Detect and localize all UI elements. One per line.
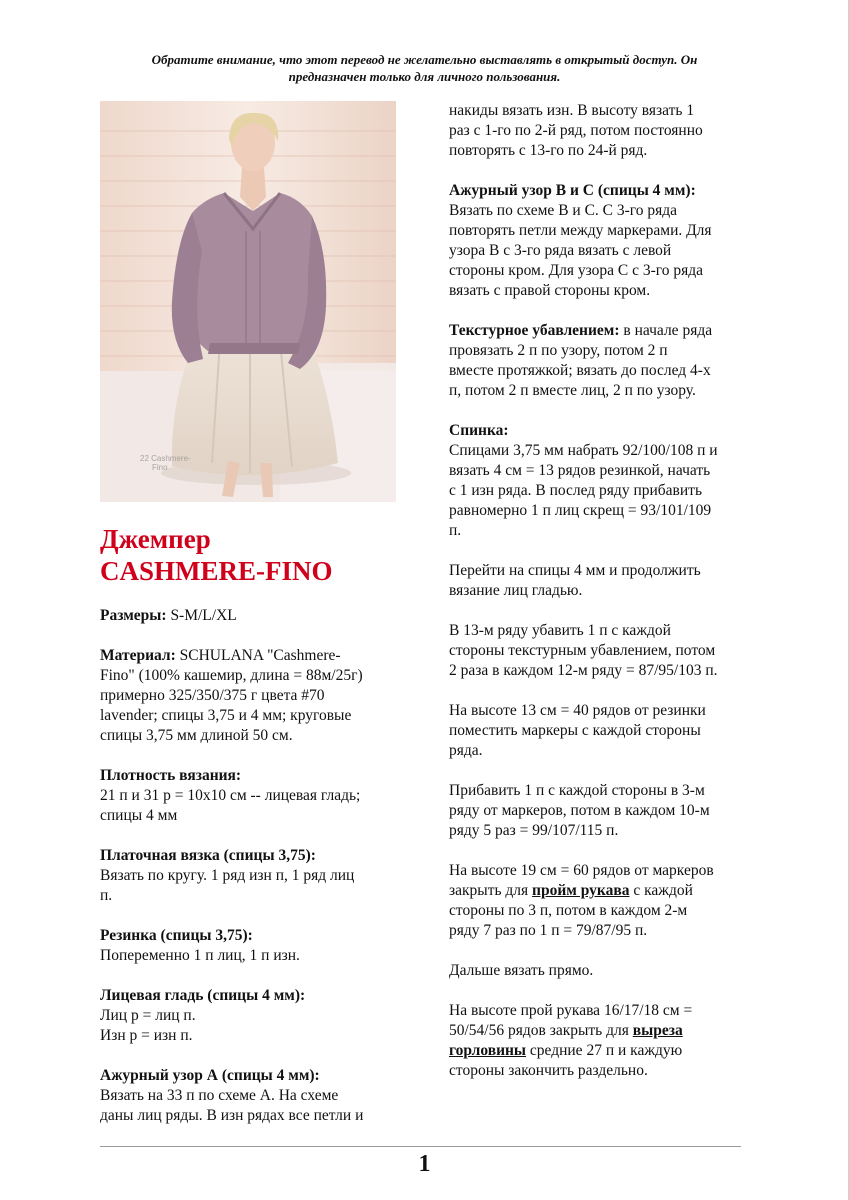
paragraph: В 13-м ряду убавить 1 п с каждой стороны текстурным убавлением, потом 2 раза в каждом 12-м ряду = 87/95/103 п.	[449, 622, 718, 679]
section-heading: Текстурное убавлением:	[449, 322, 620, 339]
neckline-term: выреза	[632, 1022, 683, 1039]
pattern-title	[100, 523, 333, 587]
lace-bc-section: Ажурный узор В и С (спицы 4 мм): Вязать по схеме В и С. С 3-го ряда повторять петли между маркерами. Для узора В с 3-го ряда вязать с левой стороны кром. Для узора С с 3-го ряда вязать с правой стороны кром.	[449, 181, 779, 301]
material-section: Материал: SCHULANA "Cashmere- Fino" (100% кашемир, длина = 88м/25г) примерно 325/350/375 г цвета #70 lavender; спицы 3,75 и 4 мм; круговые спицы 3,75 мм длиной 50 см.	[100, 647, 363, 744]
section-heading: Материал:	[100, 647, 176, 664]
paragraph: Прибавить 1 п с каждой стороны в 3-м ряду от маркеров, потом в каждом 10-м ряду 5 раз = 99/107/115 п.	[449, 782, 710, 839]
back-section: Спинка: Спицами 3,75 мм набрать 92/100/108 п и вязать 4 см = 13 рядов резинкой, начать с 1 изн ряда. В послед ряду прибавить равномерно 1 п лиц скрещ = 93/101/109 п.	[449, 421, 779, 541]
notice-line: предназначен только для личного пользования.	[288, 69, 561, 84]
garter-stitch-section: Платочная вязка (спицы 3,75): Вязать по кругу. 1 ряд изн п, 1 ряд лиц п.	[100, 846, 400, 906]
lace-a-continued: накиды вязать изн. В высоту вязать 1 раз с 1-го по 2-й ряд, потом постоянно повторять с 13-го по 24-й ряд.	[449, 102, 703, 159]
title-line: Джемпер	[100, 524, 211, 554]
translation-notice	[80, 51, 769, 85]
left-column	[100, 606, 400, 1146]
stockinette-section: Лицевая гладь (спицы 4 мм): Лиц р = лиц п. Изн р = изн п.	[100, 986, 400, 1046]
lace-a-section: Ажурный узор А (спицы 4 мм): Вязать на 33 п по схеме А. На схеме даны лиц ряды. В изн рядах все петли и	[100, 1066, 400, 1126]
product-photo	[100, 101, 396, 502]
paragraph: Перейти на спицы 4 мм и продолжить вязание лиц гладью.	[449, 562, 701, 599]
section-heading: Лицевая гладь (спицы 4 мм):	[100, 987, 306, 1004]
photo-caption: Fino	[152, 463, 168, 472]
section-heading: Спинка:	[449, 422, 509, 439]
section-heading: Платочная вязка (спицы 3,75):	[100, 847, 316, 864]
section-heading: Резинка (спицы 3,75):	[100, 927, 253, 944]
photo-caption: 22 Cashmere-	[140, 454, 191, 463]
neckline-term: горловины	[449, 1042, 527, 1059]
decrease-section: Текстурное убавлением: в начале ряда провязать 2 п по узору, потом 2 п вместе протяжкой; вязать до послед 4-х п, потом 2 п вместе лиц, 2 п по узору.	[449, 322, 713, 399]
section-heading: Ажурный узор В и С (спицы 4 мм):	[449, 182, 696, 199]
section-heading: Плотность вязания:	[100, 767, 242, 784]
paragraph: На высоте 19 см = 60 рядов от маркеров закрыть для пройм рукава с каждой стороны по 3 п, потом в каждом 2-м ряду 7 раз по 1 п = 79/87/95 п.	[449, 862, 714, 939]
notice-line: Обратите внимание, что этот перевод не желательно выставлять в открытый доступ. Он	[151, 52, 698, 67]
gauge-section: Плотность вязания: 21 п и 31 р = 10x10 см -- лицевая гладь; спицы 4 мм	[100, 766, 400, 826]
page-number: 1	[418, 1151, 431, 1177]
armhole-term: пройм рукава	[532, 882, 630, 899]
title-line: CASHMERE-FINO	[100, 556, 333, 586]
paragraph: Дальше вязать прямо.	[449, 962, 594, 979]
footer-divider	[100, 1146, 741, 1147]
right-column	[449, 101, 779, 1101]
rib-section: Резинка (спицы 3,75): Попеременно 1 п лиц, 1 п изн.	[100, 926, 400, 966]
section-heading: Размеры:	[100, 607, 167, 624]
sizes-section: Размеры: S-M/L/XL	[100, 607, 237, 624]
paragraph: На высоте 13 см = 40 рядов от резинки поместить маркеры с каждой стороны ряда.	[449, 702, 706, 759]
section-heading: Ажурный узор А (спицы 4 мм):	[100, 1067, 320, 1084]
paragraph: На высоте прой рукава 16/17/18 см = 50/54/56 рядов закрыть для выреза горловины средние 27 п и каждую стороны закончить раздельно.	[449, 1002, 693, 1079]
